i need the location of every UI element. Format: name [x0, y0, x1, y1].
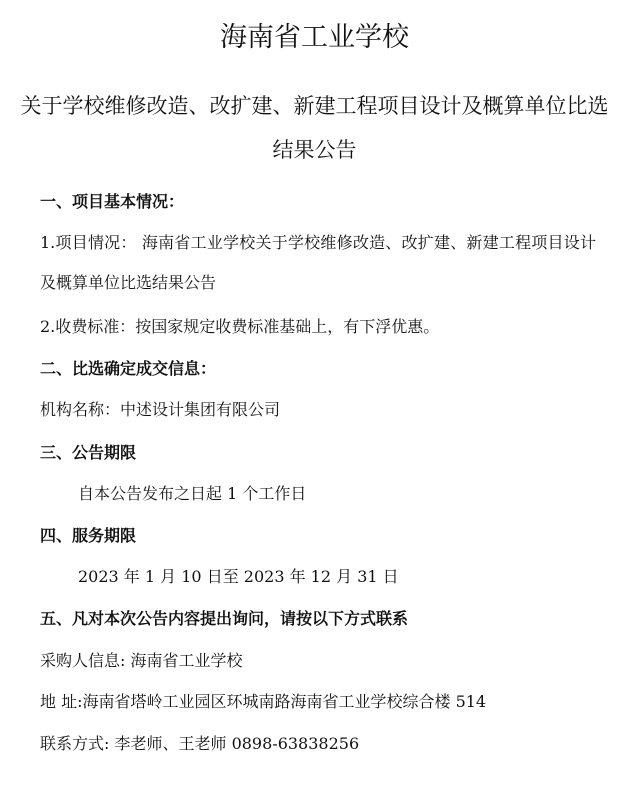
section-1-heading: 一、项目基本情况： [40, 192, 185, 211]
announcement-subtitle: 关于学校维修改造、改扩建、新建工程项目设计及概算单位比选结果公告 [20, 94, 609, 162]
address-text: 地 址:海南省塔岭工业园区环城南路海南省工业学校综合楼 514 [40, 692, 487, 711]
section-2-heading: 二、比选确定成交信息： [40, 359, 217, 378]
fee-standard-text: 2.收费标准：按国家规定收费标准基础上，有下浮优惠。 [40, 317, 440, 336]
section-5-heading: 五、凡对本次公告内容提出询问，请按以下方式联系 [40, 609, 409, 628]
organization-name-text: 机构名称：中述设计集团有限公司 [40, 400, 281, 419]
school-name-title: 海南省工业学校 [220, 22, 409, 53]
contact-info-text: 联系方式: 李老师、王老师 0898-63838256 [40, 734, 360, 753]
section-4-heading: 四、服务期限 [40, 526, 137, 545]
service-period-text: 2023 年 1 月 10 日至 2023 年 12 月 31 日 [78, 567, 399, 586]
project-situation-text: 1.项目情况： 海南省工业学校关于学校维修改造、改扩建、新建工程项目设计及概算单位比选结果公告 [40, 233, 596, 292]
purchaser-info-text: 采购人信息: 海南省工业学校 [40, 651, 243, 670]
section-3-heading: 三、公告期限 [40, 443, 137, 462]
notice-period-text: 自本公告发布之日起 1 个工作日 [78, 484, 307, 503]
